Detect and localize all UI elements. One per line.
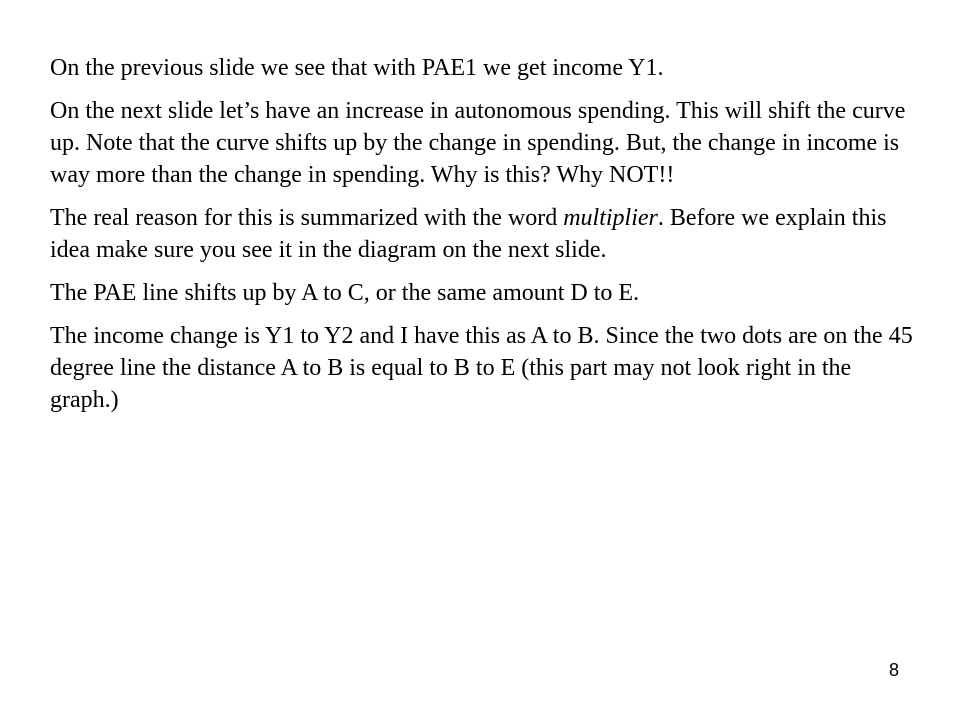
paragraph-multiplier-before: The real reason for this is summarized with the word <box>50 205 564 231</box>
paragraph-multiplier-after: . Before we explain this idea make sure you see it in the diagram on the next slide. <box>50 205 887 263</box>
page-number: 8 <box>888 660 899 680</box>
paragraph-pae-shift: The PAE line shifts up by A to C, or the same amount D to E. <box>50 280 640 306</box>
paragraph-income-change: The income change is Y1 to Y2 and I have this as A to B. Since the two dots are on the 45 degree line the distance A to B is equal to B to E (this part may not look right in the graph.) <box>50 323 913 413</box>
paragraph-previous-slide: On the previous slide we see that with PAE1 we get income Y1. <box>50 55 664 81</box>
paragraph-multiplier <box>50 202 920 266</box>
paragraph-autonomous-spending: On the next slide let’s have an increase in autonomous spending. This will shift the curve up. Note that the curve shifts up by the change in spending. But, the change in income is way more than the change in spending. Why is this? Why NOT!! <box>50 98 906 188</box>
slide-body <box>50 52 920 427</box>
multiplier-term: multiplier <box>563 205 658 231</box>
